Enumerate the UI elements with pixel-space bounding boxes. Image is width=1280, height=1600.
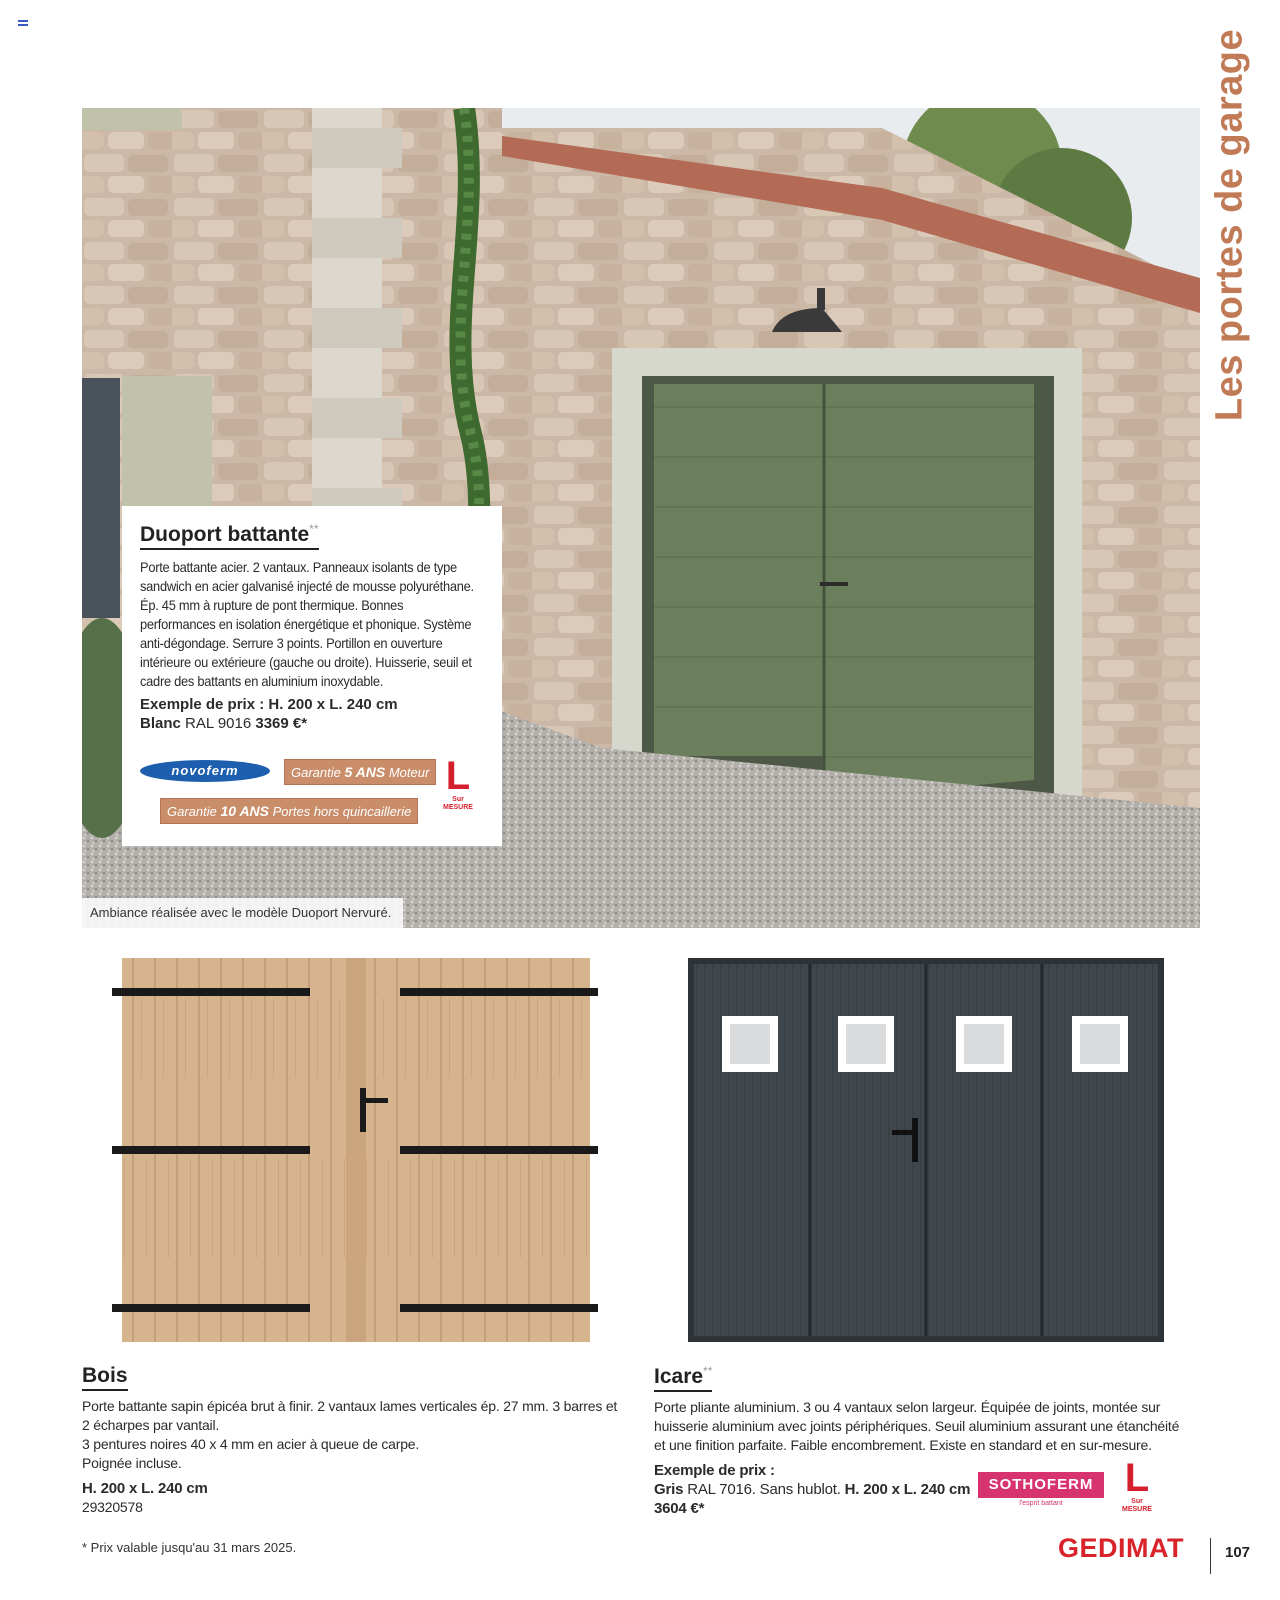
warranty-5-years-badge: Garantie 5 ANS Moteur [284, 759, 436, 785]
bois-title: Bois [82, 1364, 128, 1391]
section-title: Les portes de garage [1208, 28, 1251, 422]
gedimat-logo: GEDIMAT [1058, 1533, 1184, 1563]
icare-title: Icare** [654, 1364, 712, 1392]
duoport-price-block: Exemple de prix : H. 200 x L. 240 cm Blanc RAL 9016 3369 €* [140, 696, 398, 732]
icare-price-block: Exemple de prix : Gris RAL 7016. Sans hublot. H. 200 x L. 240 cm 3604 €* [654, 1462, 971, 1517]
aluminium-door-illustration [688, 958, 1164, 1342]
warranty-10-years-badge: Garantie 10 ANS Portes hors quincaillerie [160, 798, 418, 824]
sothoferm-logo: SOTHOFERM [978, 1472, 1104, 1498]
hero-caption: Ambiance réalisée avec le modèle Duoport Nervuré. [82, 898, 403, 928]
bois-description: Porte battante sapin épicéa brut à finir. 2 vantaux lames verticales ép. 27 mm. 3 barres et 2 écharpes par vantail. 3 pentures noires 40 x 4 mm en acier à queue de carpe. Poignée incluse. [82, 1398, 618, 1471]
price-footnote: * Prix valable jusqu'au 31 mars 2025. [82, 1540, 297, 1555]
sothoferm-tagline: l'esprit battant [1019, 1500, 1063, 1507]
page-number: 107 [1225, 1544, 1251, 1561]
bois-dimensions: H. 200 x L. 240 cm [82, 1480, 208, 1497]
novoferm-logo: novoferm [140, 760, 270, 782]
footer-divider [1210, 1538, 1211, 1574]
icare-product [654, 1364, 1194, 1518]
bois-reference: 29320578 [82, 1499, 143, 1515]
sur-mesure-icon-icare: L Sur MESURE [1122, 1456, 1152, 1513]
icare-description: Porte pliante aluminium. 3 ou 4 vantaux selon largeur. Équipée de joints, montée sur huisserie aluminium avec joints périphériques. Seuil aluminium assurant une étanchéité et une finition parfaite. Faible encombrement. Existe en standard et en sur-mesure. [654, 1399, 1180, 1453]
menu-icon[interactable] [18, 20, 28, 28]
sur-mesure-icon: L Sur MESURE [443, 754, 473, 811]
duoport-card [122, 506, 502, 846]
bois-door-image [110, 958, 602, 1342]
icare-door-image [688, 958, 1164, 1342]
bois-product [82, 1364, 622, 1517]
duoport-title: Duoport battante** [140, 522, 319, 550]
wooden-door-illustration [110, 958, 602, 1342]
duoport-description: Porte battante acier. 2 vantaux. Panneaux isolants de type sandwich en acier galvanisé injecté de mousse polyuréthane. Ép. 45 mm à rupture de pont thermique. Bonnes performances en isolation énergétique et phonique. Système anti-dégondage. Serrure 3 points. Portillon en ouverture intérieure ou extérieure (gauche ou droite). Huisserie, seuil et cadre des battants en aluminium inoxydable. [140, 559, 474, 689]
